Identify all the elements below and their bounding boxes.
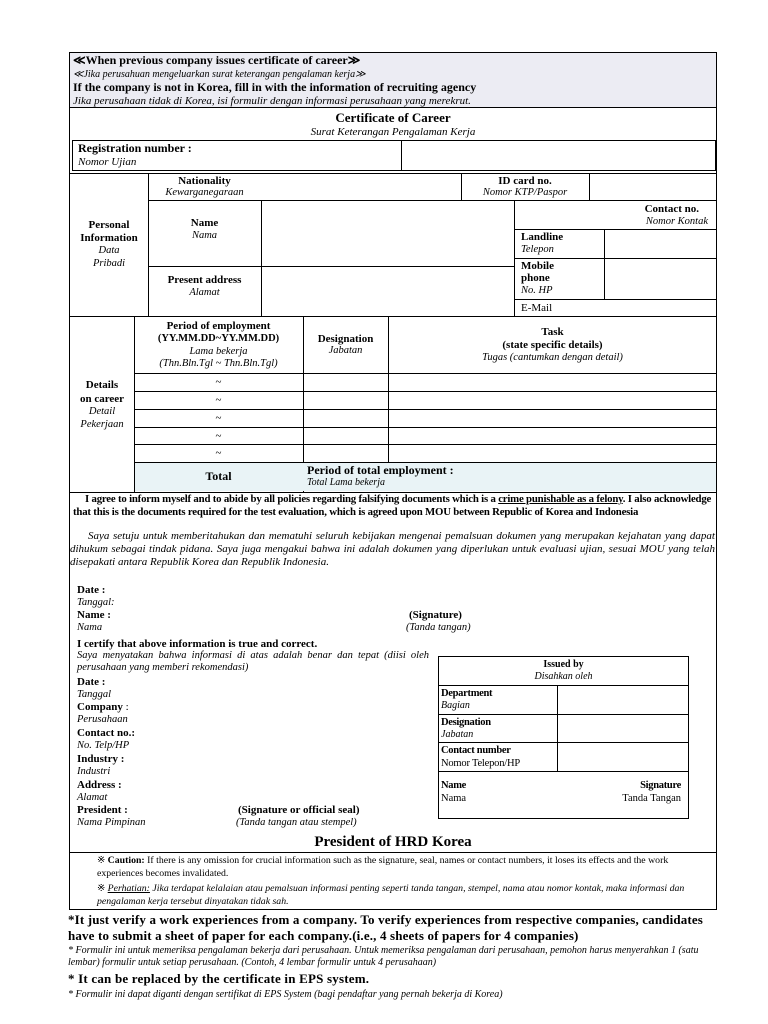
career-row: ~: [215, 394, 222, 406]
nationality-label: Nationality: [178, 175, 231, 187]
seal-label: (Signature or official seal): [238, 804, 360, 816]
issued-name-label: Name: [441, 780, 467, 791]
agree-signature-label: (Signature): [409, 609, 462, 621]
issued-designation-label: Designation: [441, 717, 491, 728]
footer-note2-id: * Formulir ini dapat diganti dengan sertifikat di EPS System (bagi pendaftar yang pernah bekerja di Korea): [68, 989, 503, 1000]
issued-by-title: Issued by: [543, 659, 584, 670]
landline-label: Landline: [521, 231, 564, 243]
header-line1: ≪When previous company issues certificate of career≫: [73, 53, 361, 67]
present-address-label: Present address: [167, 274, 242, 286]
certify-text-id: Saya menyatakan bahwa informasi di atas adalah benar dan tepat (diisi oleh perusahaan yang memberi rekomendasi): [77, 650, 429, 674]
registration-label-id: Nomor Ujian: [78, 156, 137, 168]
issued-contact-label: Contact number: [441, 745, 511, 756]
career-row: ~: [215, 447, 222, 459]
header-line2: If the company is not in Korea, fill in with the information of recruiting agency: [73, 80, 477, 94]
agreement-text: I agree to inform myself and to abide by all policies regarding falsifying documents which is a crime punishable as a felony. I also acknowledge that this is the documents required for the test evaluation, which is agreed upon MOU between Republic of Korea and Indonesia: [73, 493, 712, 518]
period-header: Period of employment: [166, 320, 271, 332]
agree-date-label: Date :: [77, 584, 106, 596]
footer-note1: *It just verify a work experiences from a company. To verify experiences from respective companies, candidates have to submit a sheet of paper for each company.(i.e., 4 sheets of papers for 4 companies): [68, 912, 703, 944]
form-frame: [69, 52, 717, 910]
registration-label: Registration number :: [78, 141, 192, 155]
designation-header: Designation: [317, 333, 374, 345]
career-row: ~: [215, 412, 222, 424]
industry-label: Industry :: [77, 753, 125, 765]
felony-text: crime punishable as a felony: [498, 493, 623, 505]
company-contact-label: Contact no.:: [77, 727, 136, 739]
president-label: President :: [77, 804, 128, 816]
caution-text: ※ Caution: If there is any omission for crucial information such as the signature, seal, names or contact numbers, it loses its effects and the work experiences becomes invalidated.: [97, 855, 669, 879]
footer-note1-id: * Formulir ini untuk memeriksa pengalaman bekerja dari perusahaan. Untuk memeriksa pengalaman dari perusahaan, pemohon harus menyerahkan 1 (satu lembar) formulir untuk setiap perusahaan. (Contoh, 4 lembar formulir untuk 4 perusahaan): [68, 945, 699, 969]
company-label: Company :: [77, 701, 129, 713]
header-line2-id: Jika perusahaan tidak di Korea, isi formulir dengan informasi perusahaan yang merekrut.: [73, 95, 471, 107]
issued-department-label: Department: [441, 688, 493, 699]
company-address-label: Address :: [77, 779, 122, 791]
task-header: Task: [541, 326, 564, 338]
career-row: ~: [215, 376, 222, 388]
header-line1-id: ≪Jika perusahuan mengeluarkan surat keterangan pengalaman kerja≫: [73, 69, 366, 80]
page-title-id: Surat Keterangan Pengalaman Kerja: [310, 126, 476, 138]
career-row: ~: [215, 430, 222, 442]
page-title: Certificate of Career: [335, 110, 451, 125]
agree-name-label: Name :: [77, 609, 111, 621]
footer-note2: * It can be replaced by the certificate in EPS system.: [68, 971, 370, 986]
agreement-text-id: Saya setuju untuk memberitahukan dan mematuhi seluruh kebijakan mengenai pemalsuan dokumen yang merupakan kejahatan yang dapat dihukum sebagai tindak pidana. Saya juga mengakui bahwa ini adalah dokumen yang diperlukan untuk evaluasi ujian, sesuai MOU yang telah disepakati antara Republik Korea dan Republik Indonesia.: [70, 530, 715, 568]
personal-section-label: Personal: [88, 219, 130, 231]
mobile-label: Mobile: [521, 260, 554, 272]
email-label: E-Mail: [521, 302, 553, 314]
issued-signature-label: Signature: [640, 780, 681, 791]
caution-text-id: ※ Perhatian: Jika terdapat kelalaian atau pemalsuan informasi penting seperti tanda tangan, stempel, nama atau nomor kontak, maka informasi dan pengalaman kerja tersebut dinyatakan tidak sah.: [97, 883, 685, 908]
name-label: Name: [190, 217, 219, 229]
total-label: Total: [205, 469, 232, 483]
idcard-label: ID card no.: [498, 175, 552, 187]
total-period-label: Period of total employment :: [307, 463, 454, 477]
contact-label: Contact no.: [644, 203, 699, 215]
career-section-label: Details: [85, 379, 119, 391]
president-hrd: President of HRD Korea: [314, 834, 472, 850]
company-date-label: Date :: [77, 676, 106, 688]
certify-text: I certify that above information is true and correct.: [77, 638, 318, 650]
